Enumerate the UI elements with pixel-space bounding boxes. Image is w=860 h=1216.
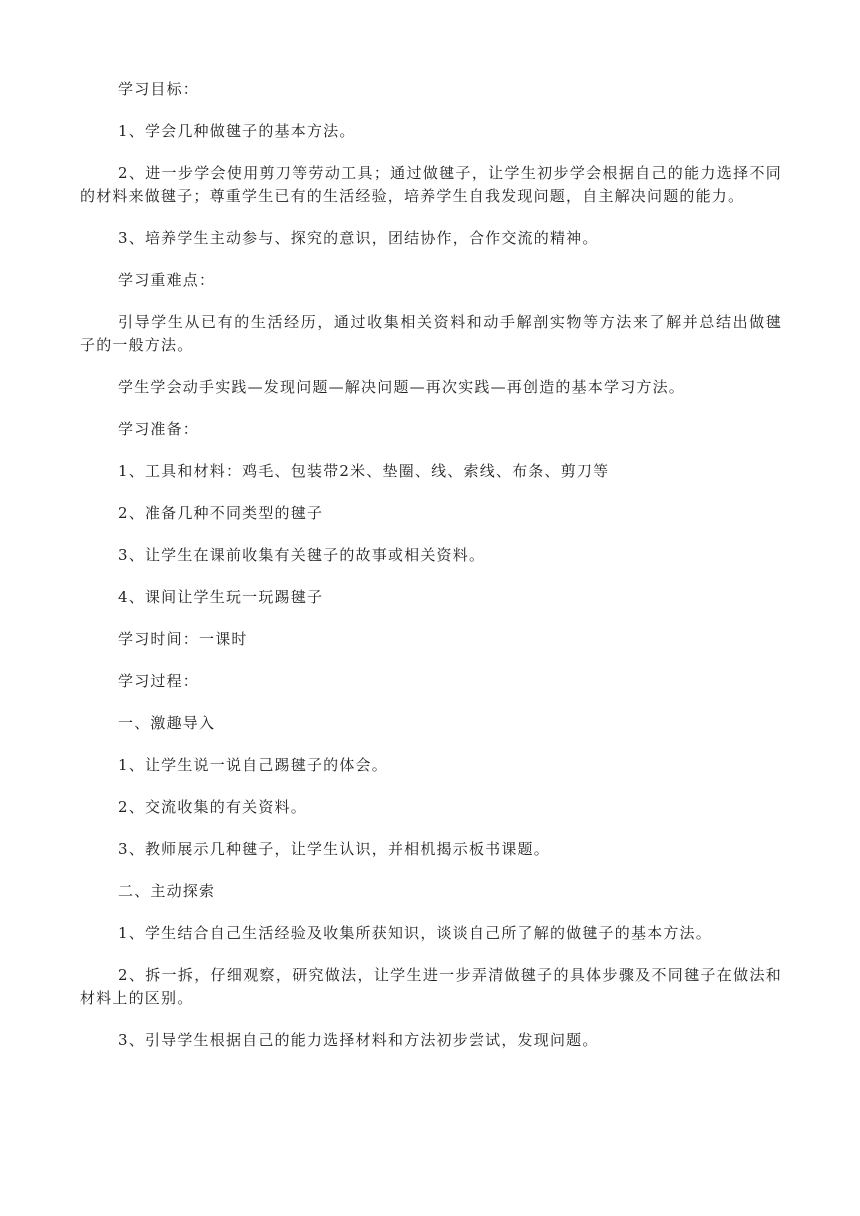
- section-intro: 一、激趣导入: [118, 714, 216, 732]
- heading-learning-goals: 学习目标：: [118, 80, 200, 98]
- intro-item-3: 3、教师展示几种毽子，让学生认识，并相机揭示板书课题。: [118, 840, 550, 858]
- goal-item-2: 2、进一步学会使用剪刀等劳动工具；通过做毽子，让学生初步学会根据自己的能力选择不同的材料来做毽子；尊重学生已有的生活经验，培养学生自我发现问题，自主解决问题的能力。: [80, 164, 782, 205]
- prep-item-3: 3、让学生在课前收集有关毽子的故事或相关资料。: [118, 546, 486, 564]
- heading-process: 学习过程：: [118, 672, 200, 690]
- section-explore: 二、主动探索: [118, 882, 216, 900]
- intro-item-2: 2、交流收集的有关资料。: [118, 798, 307, 816]
- goal-item-3: 3、培养学生主动参与、探究的意识，团结协作，合作交流的精神。: [118, 229, 599, 247]
- explore-item-3: 3、引导学生根据自己的能力选择材料和方法初步尝试，发现问题。: [118, 1031, 599, 1049]
- intro-item-1: 1、让学生说一说自己踢毽子的体会。: [118, 756, 388, 774]
- key-point-2: 学生学会动手实践—发现问题—解决问题—再次实践—再创造的基本学习方法。: [118, 378, 686, 396]
- prep-item-1: 1、工具和材料：鸡毛、包装带2米、垫圈、线、索线、布条、剪刀等: [118, 462, 610, 480]
- document-page: [80, 78, 782, 1071]
- prep-item-4: 4、课间让学生玩一玩踢毽子: [118, 588, 324, 606]
- explore-item-1: 1、学生结合自己生活经验及收集所获知识，谈谈自己所了解的做毽子的基本方法。: [118, 924, 712, 942]
- heading-key-points: 学习重难点：: [118, 271, 216, 289]
- prep-item-2: 2、准备几种不同类型的毽子: [118, 504, 324, 522]
- learning-time: 学习时间：一课时: [118, 630, 248, 648]
- goal-item-1: 1、学会几种做毽子的基本方法。: [118, 122, 356, 140]
- key-point-1: 引导学生从已有的生活经历，通过收集相关资料和动手解剖实物等方法来了解并总结出做毽子的一般方法。: [80, 313, 782, 354]
- explore-item-2: 2、拆一拆，仔细观察，研究做法，让学生进一步弄清做毽子的具体步骤及不同毽子在做法和材料上的区别。: [80, 966, 782, 1007]
- heading-preparation: 学习准备：: [118, 420, 200, 438]
